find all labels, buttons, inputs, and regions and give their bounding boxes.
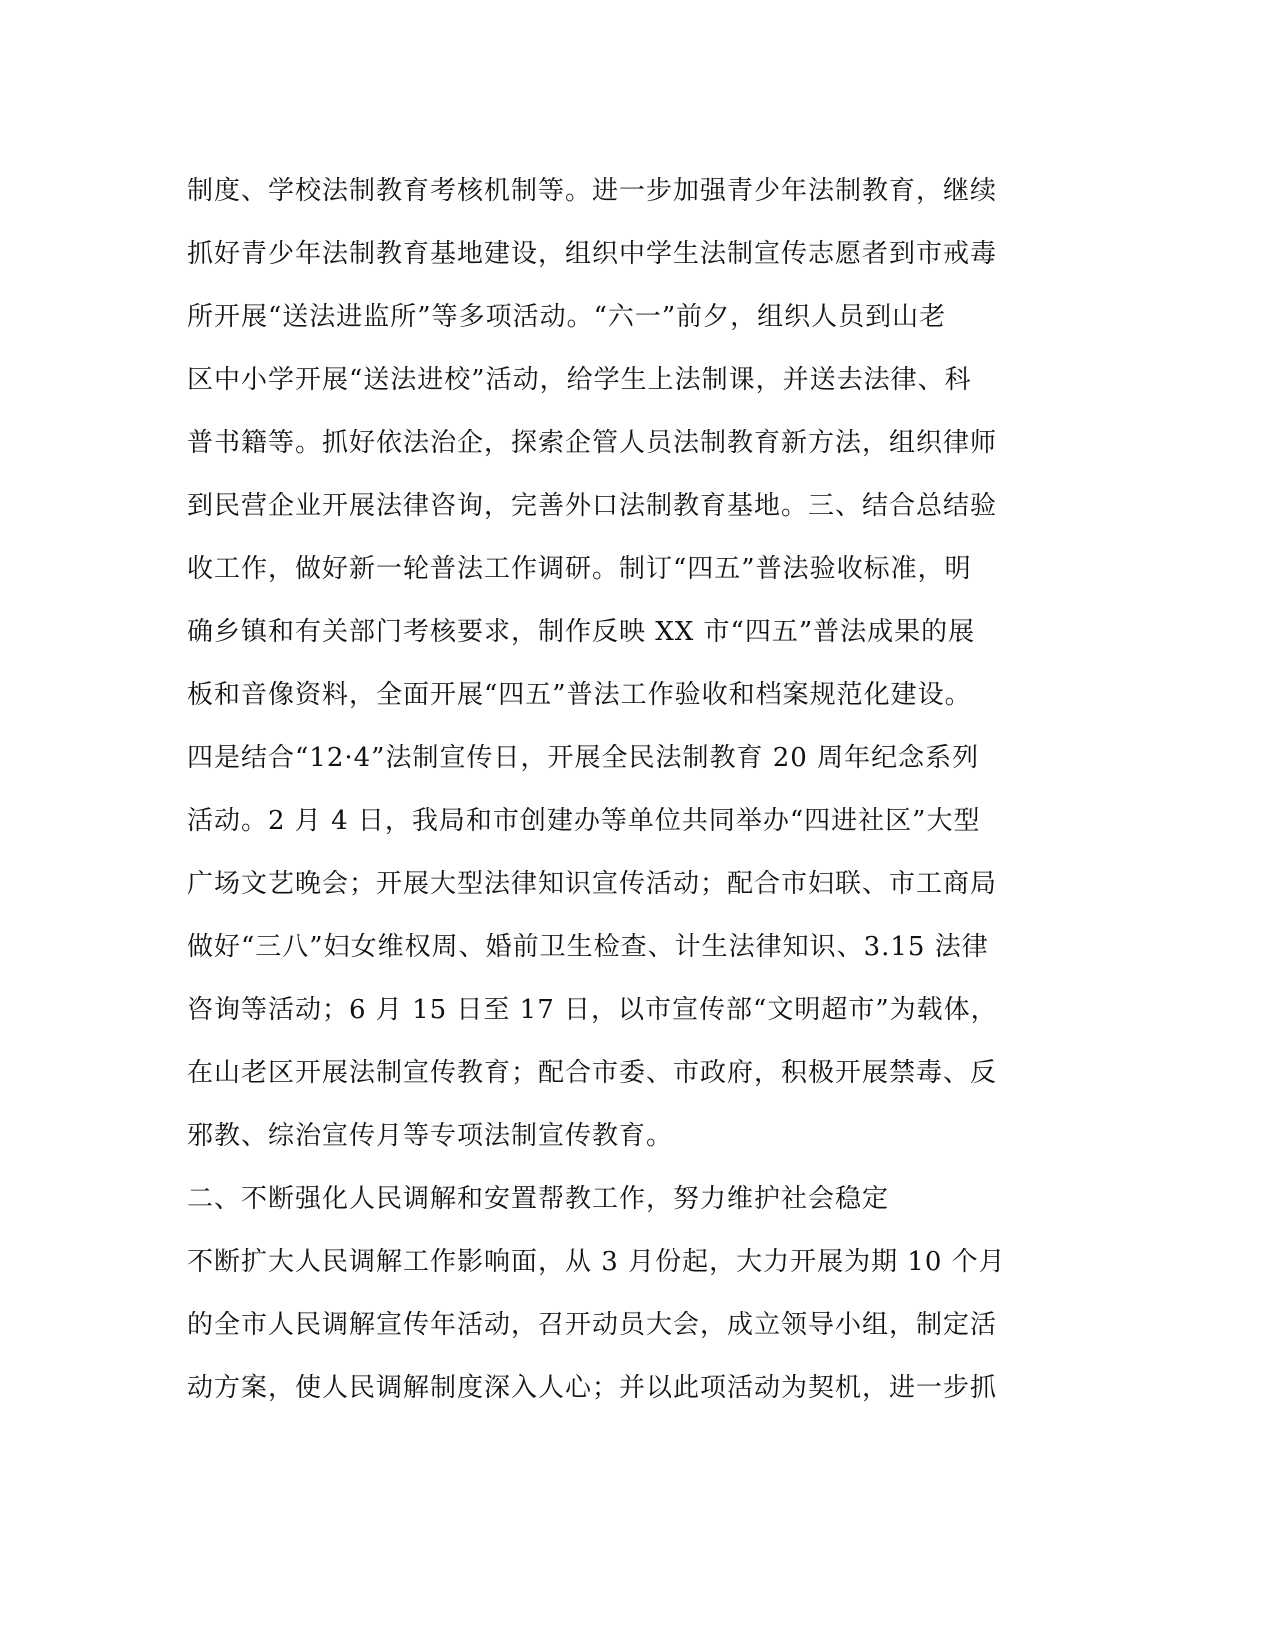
text-line: 确乡镇和有关部门考核要求，制作反映 XX 市“四五”普法成果的展 (187, 617, 976, 647)
text-line: 制度、学校法制教育考核机制等。进一步加强青少年法制教育，继续 (187, 176, 998, 206)
text-line: 区中小学开展“送法进校”活动，给学生上法制课，并送去法律、科 (187, 365, 972, 395)
text-line: 做好“三八”妇女维权周、婚前卫生检查、计生法律知识、3.15 法律 (187, 932, 989, 962)
text-line: 普书籍等。抓好依法治企，探索企管人员法制教育新方法，组织律师 (187, 428, 998, 458)
text-line: 板和音像资料，全面开展“四五”普法工作验收和档案规范化建设。 (187, 680, 972, 710)
text-line: 广场文艺晚会；开展大型法律知识宣传活动；配合市妇联、市工商局 (187, 869, 998, 899)
text-line: 咨询等活动；6 月 15 日至 17 日，以市宣传部“文明超市”为载体， (187, 995, 998, 1025)
text-line: 抓好青少年法制教育基地建设，组织中学生法制宣传志愿者到市戒毒 (187, 239, 998, 269)
text-line: 活动。2 月 4 日，我局和市创建办等单位共同举办“四进社区”大型 (187, 806, 981, 836)
section-heading: 二、不断强化人民调解和安置帮教工作，努力维护社会稳定 (187, 1184, 890, 1214)
text-line: 的全市人民调解宣传年活动，召开动员大会，成立领导小组，制定活 (187, 1310, 998, 1340)
text-line: 不断扩大人民调解工作影响面，从 3 月份起，大力开展为期 10 个月 (187, 1247, 1006, 1277)
text-line: 到民营企业开展法律咨询，完善外口法制教育基地。三、结合总结验 (187, 491, 998, 521)
document-body (187, 160, 1037, 1420)
text-line: 收工作，做好新一轮普法工作调研。制订“四五”普法验收标准，明 (187, 554, 972, 584)
text-line: 动方案，使人民调解制度深入人心；并以此项活动为契机，进一步抓 (187, 1373, 998, 1403)
text-line: 邪教、综治宣传月等专项法制宣传教育。 (187, 1121, 674, 1151)
text-line: 四是结合“12·4”法制宣传日，开展全民法制教育 20 周年纪念系列 (187, 743, 980, 773)
text-line: 在山老区开展法制宣传教育；配合市委、市政府，积极开展禁毒、反 (187, 1058, 998, 1088)
text-line: 所开展“送法进监所”等多项活动。“六一”前夕，组织人员到山老 (187, 302, 947, 332)
